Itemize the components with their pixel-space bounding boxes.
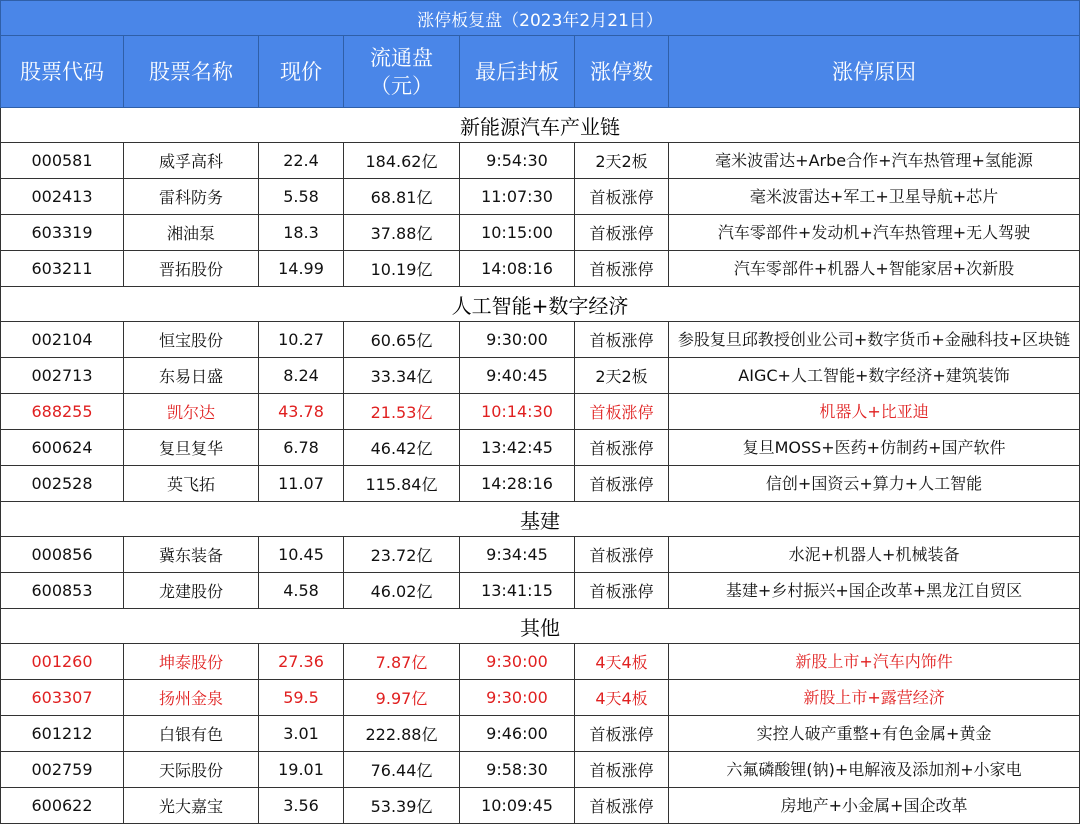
last-seal-time-cell: 9:30:00 (460, 680, 575, 716)
float-cap-cell: 46.42亿 (344, 430, 460, 466)
reason-cell (669, 358, 1080, 394)
float-cap-cell: 9.97亿 (344, 680, 460, 716)
table-row (1, 537, 1080, 573)
table-row (1, 716, 1080, 752)
stock-name-cell: 雷科防务 (124, 179, 259, 215)
reason-text: 毫米波雷达+Arbe合作+汽车热管理+氢能源 (715, 150, 1033, 170)
last-seal-time-cell: 9:46:00 (460, 716, 575, 752)
stock-name-cell: 英飞拓 (124, 466, 259, 502)
stock-code-cell: 000856 (1, 537, 124, 573)
table-row (1, 680, 1080, 716)
section-title: 其他 (1, 609, 1080, 644)
price-cell: 18.3 (259, 215, 344, 251)
float-cap-cell: 60.65亿 (344, 322, 460, 358)
table-row (1, 394, 1080, 430)
last-seal-time-cell: 9:30:00 (460, 322, 575, 358)
header-limit-count: 涨停数 (575, 36, 669, 108)
price-cell: 3.56 (259, 788, 344, 824)
float-cap-cell: 7.87亿 (344, 644, 460, 680)
reason-text: 汽车零部件+机器人+智能家居+次新股 (733, 258, 1015, 278)
stock-name-cell: 威孚高科 (124, 143, 259, 179)
limit-count-cell: 首板涨停 (575, 322, 669, 358)
reason-cell (669, 251, 1080, 287)
table-row (1, 644, 1080, 680)
section-header-row (1, 108, 1080, 143)
reason-cell (669, 143, 1080, 179)
limit-count-cell: 首板涨停 (575, 573, 669, 609)
limit-count-cell: 首板涨停 (575, 752, 669, 788)
stock-code-cell: 002759 (1, 752, 124, 788)
stock-name-cell: 恒宝股份 (124, 322, 259, 358)
reason-text: 六氟磷酸锂(钠)+电解液及添加剂+小家电 (726, 759, 1022, 779)
last-seal-time-cell: 9:30:00 (460, 644, 575, 680)
stock-name-cell: 天际股份 (124, 752, 259, 788)
stock-name-cell: 龙建股份 (124, 573, 259, 609)
table-row (1, 322, 1080, 358)
limit-count-cell: 首板涨停 (575, 179, 669, 215)
stock-code-cell: 603319 (1, 215, 124, 251)
section-header-row (1, 502, 1080, 537)
stock-name-cell: 坤泰股份 (124, 644, 259, 680)
reason-text: 新股上市+汽车内饰件 (795, 651, 953, 671)
stock-code-cell: 001260 (1, 644, 124, 680)
stock-code-cell: 600624 (1, 430, 124, 466)
stock-code-cell: 002413 (1, 179, 124, 215)
float-cap-cell: 76.44亿 (344, 752, 460, 788)
stock-name-cell: 凯尔达 (124, 394, 259, 430)
price-cell: 27.36 (259, 644, 344, 680)
section-title: 人工智能+数字经济 (1, 287, 1080, 322)
reason-cell (669, 179, 1080, 215)
price-cell: 11.07 (259, 466, 344, 502)
float-cap-cell: 184.62亿 (344, 143, 460, 179)
reason-cell (669, 394, 1080, 430)
reason-cell (669, 573, 1080, 609)
limit-count-cell: 首板涨停 (575, 716, 669, 752)
stock-name-cell: 冀东装备 (124, 537, 259, 573)
stock-code-cell: 002528 (1, 466, 124, 502)
float-cap-cell: 46.02亿 (344, 573, 460, 609)
last-seal-time-cell: 9:58:30 (460, 752, 575, 788)
stock-name-cell: 复旦复华 (124, 430, 259, 466)
table-row (1, 752, 1080, 788)
limit-count-cell: 首板涨停 (575, 788, 669, 824)
table-title: 涨停板复盘（2023年2月21日） (1, 1, 1080, 36)
last-seal-time-cell: 9:34:45 (460, 537, 575, 573)
section-title: 基建 (1, 502, 1080, 537)
stock-code-cell: 600853 (1, 573, 124, 609)
price-cell: 5.58 (259, 179, 344, 215)
header-float: 流通盘 （元） (344, 36, 460, 108)
limit-count-cell: 首板涨停 (575, 466, 669, 502)
table-row (1, 179, 1080, 215)
stock-name-cell: 湘油泵 (124, 215, 259, 251)
reason-cell (669, 752, 1080, 788)
stock-name-cell: 东易日盛 (124, 358, 259, 394)
last-seal-time-cell: 13:41:15 (460, 573, 575, 609)
table-row (1, 573, 1080, 609)
table-body (1, 1, 1080, 824)
title-row (1, 1, 1080, 36)
reason-text: 汽车零部件+发动机+汽车热管理+无人驾驶 (717, 222, 1031, 242)
last-seal-time-cell: 9:40:45 (460, 358, 575, 394)
price-cell: 22.4 (259, 143, 344, 179)
reason-cell (669, 215, 1080, 251)
header-reason: 涨停原因 (669, 36, 1080, 108)
price-cell: 3.01 (259, 716, 344, 752)
reason-text: 实控人破产重整+有色金属+黄金 (756, 723, 992, 743)
stock-name-cell: 扬州金泉 (124, 680, 259, 716)
reason-cell (669, 680, 1080, 716)
stock-code-cell: 002713 (1, 358, 124, 394)
float-cap-cell: 23.72亿 (344, 537, 460, 573)
last-seal-time-cell: 9:54:30 (460, 143, 575, 179)
header-code: 股票代码 (1, 36, 124, 108)
float-cap-cell: 37.88亿 (344, 215, 460, 251)
float-cap-cell: 10.19亿 (344, 251, 460, 287)
reason-cell (669, 430, 1080, 466)
table-row (1, 143, 1080, 179)
table-row (1, 466, 1080, 502)
table-row (1, 788, 1080, 824)
last-seal-time-cell: 14:08:16 (460, 251, 575, 287)
stock-name-cell: 白银有色 (124, 716, 259, 752)
reason-text: 水泥+机器人+机械装备 (788, 544, 960, 564)
last-seal-time-cell: 11:07:30 (460, 179, 575, 215)
price-cell: 43.78 (259, 394, 344, 430)
limit-count-cell: 首板涨停 (575, 215, 669, 251)
limit-count-cell: 首板涨停 (575, 537, 669, 573)
last-seal-time-cell: 14:28:16 (460, 466, 575, 502)
section-header-row (1, 609, 1080, 644)
float-cap-cell: 222.88亿 (344, 716, 460, 752)
stock-code-cell: 000581 (1, 143, 124, 179)
last-seal-time-cell: 10:14:30 (460, 394, 575, 430)
stock-code-cell: 601212 (1, 716, 124, 752)
price-cell: 19.01 (259, 752, 344, 788)
price-cell: 4.58 (259, 573, 344, 609)
header-name: 股票名称 (124, 36, 259, 108)
reason-text: 参股复旦邱教授创业公司+数字货币+金融科技+区块链 (677, 329, 1071, 349)
last-seal-time-cell: 10:15:00 (460, 215, 575, 251)
reason-text: 毫米波雷达+军工+卫星导航+芯片 (749, 186, 999, 206)
table-row (1, 358, 1080, 394)
reason-cell (669, 322, 1080, 358)
table-row (1, 430, 1080, 466)
limit-count-cell: 首板涨停 (575, 251, 669, 287)
price-cell: 10.45 (259, 537, 344, 573)
limit-count-cell: 首板涨停 (575, 430, 669, 466)
price-cell: 14.99 (259, 251, 344, 287)
limit-count-cell: 首板涨停 (575, 394, 669, 430)
float-cap-cell: 53.39亿 (344, 788, 460, 824)
stock-name-cell: 晋拓股份 (124, 251, 259, 287)
last-seal-time-cell: 13:42:45 (460, 430, 575, 466)
reason-text: 机器人+比亚迪 (819, 401, 929, 421)
header-price: 现价 (259, 36, 344, 108)
table-row (1, 251, 1080, 287)
stock-code-cell: 600622 (1, 788, 124, 824)
stock-name-cell: 光大嘉宝 (124, 788, 259, 824)
price-cell: 6.78 (259, 430, 344, 466)
reason-cell (669, 716, 1080, 752)
header-last-seal: 最后封板 (460, 36, 575, 108)
reason-text: 基建+乡村振兴+国企改革+黑龙江自贸区 (725, 580, 1023, 600)
stock-code-cell: 603307 (1, 680, 124, 716)
price-cell: 59.5 (259, 680, 344, 716)
reason-cell (669, 466, 1080, 502)
reason-text: AIGC+人工智能+数字经济+建筑装饰 (738, 365, 1010, 385)
reason-text: 信创+国资云+算力+人工智能 (765, 473, 983, 493)
section-header-row (1, 287, 1080, 322)
price-cell: 10.27 (259, 322, 344, 358)
stock-code-cell: 688255 (1, 394, 124, 430)
float-cap-cell: 68.81亿 (344, 179, 460, 215)
header-row (1, 36, 1080, 108)
limit-count-cell: 4天4板 (575, 680, 669, 716)
float-cap-cell: 33.34亿 (344, 358, 460, 394)
price-cell: 8.24 (259, 358, 344, 394)
limit-count-cell: 2天2板 (575, 358, 669, 394)
stock-code-cell: 002104 (1, 322, 124, 358)
limit-count-cell: 4天4板 (575, 644, 669, 680)
float-cap-cell: 115.84亿 (344, 466, 460, 502)
float-cap-cell: 21.53亿 (344, 394, 460, 430)
reason-cell (669, 537, 1080, 573)
last-seal-time-cell: 10:09:45 (460, 788, 575, 824)
reason-cell (669, 788, 1080, 824)
reason-text: 房地产+小金属+国企改革 (780, 795, 968, 815)
section-title: 新能源汽车产业链 (1, 108, 1080, 143)
reason-text: 新股上市+露营经济 (803, 687, 945, 707)
stock-code-cell: 603211 (1, 251, 124, 287)
reason-text: 复旦MOSS+医药+仿制药+国产软件 (742, 437, 1006, 457)
reason-cell (669, 644, 1080, 680)
limit-count-cell: 2天2板 (575, 143, 669, 179)
table-row (1, 215, 1080, 251)
